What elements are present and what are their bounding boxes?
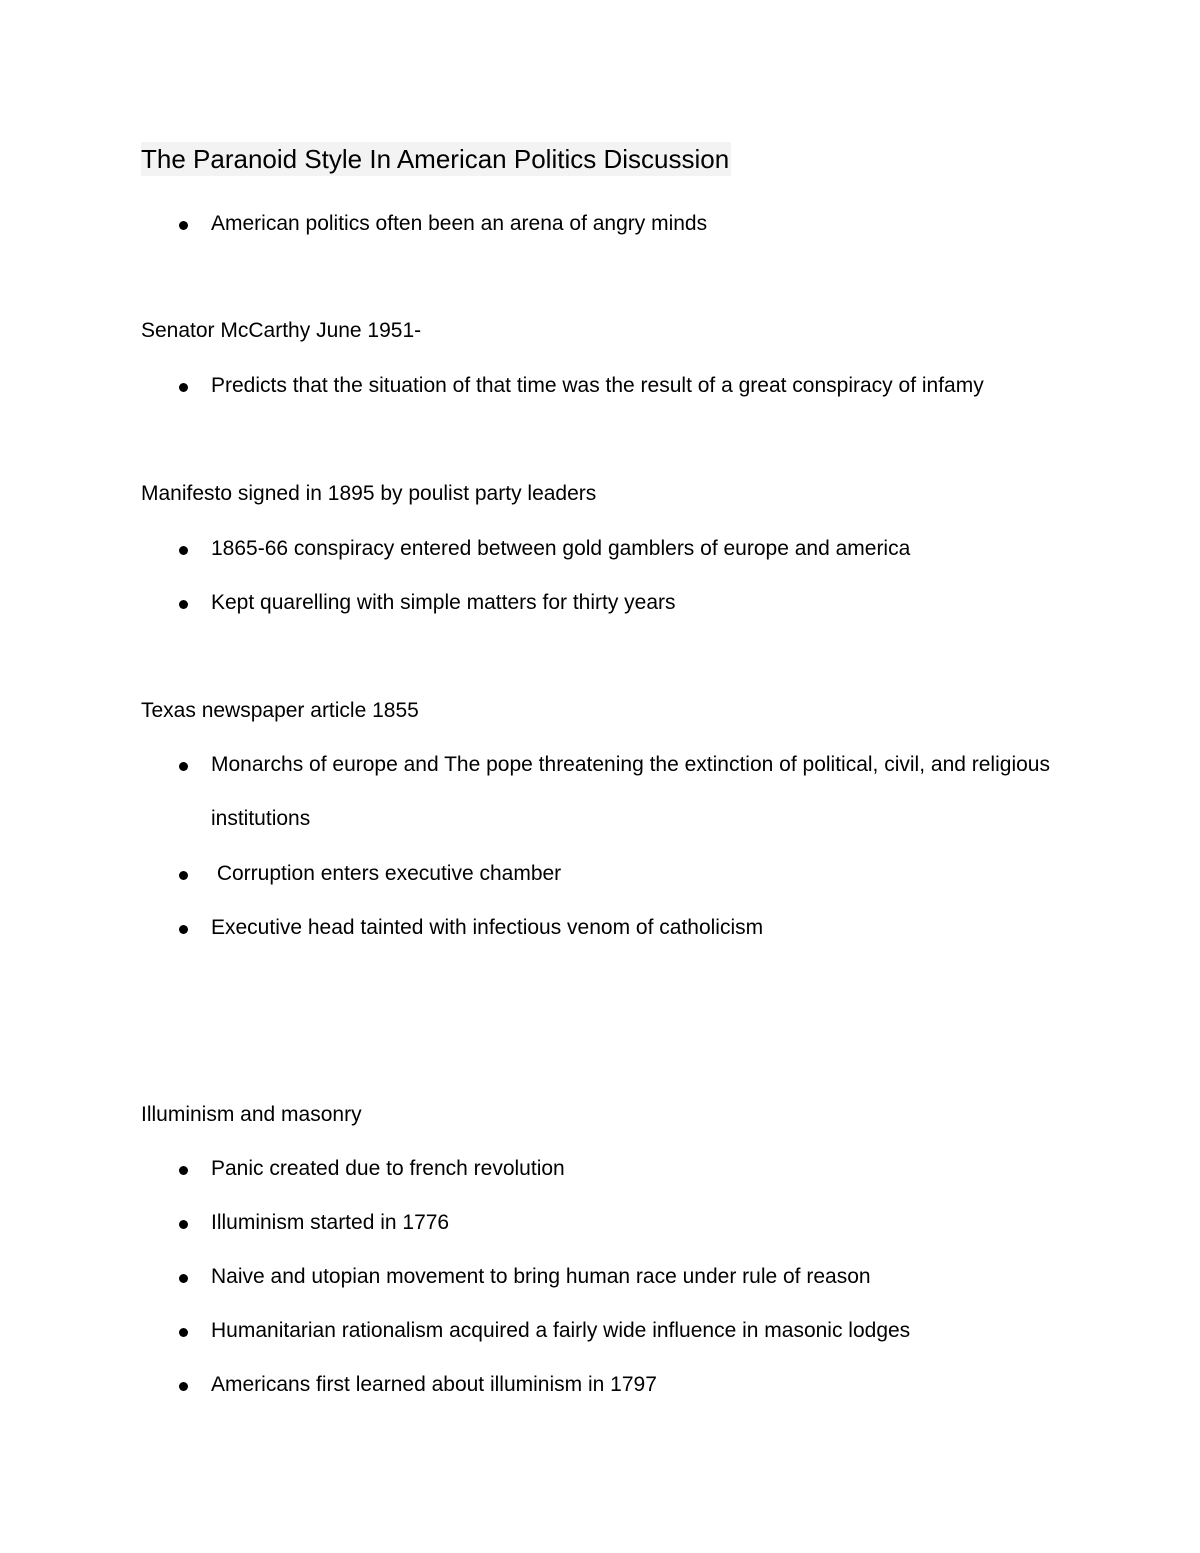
list-item-text: Panic created due to french revolution (211, 1157, 565, 1180)
section-heading: Senator McCarthy June 1951- (141, 319, 422, 342)
list-item (176, 860, 1076, 888)
bullet-icon (179, 383, 188, 392)
bullet-icon (179, 1166, 188, 1175)
bullet-icon (179, 1328, 188, 1337)
bullet-icon (179, 546, 188, 555)
list-item (176, 1263, 1076, 1291)
list-item-text: Naive and utopian movement to bring human race under rule of reason (211, 1265, 871, 1288)
section-heading: Manifesto signed in 1895 by poulist party leaders (141, 482, 597, 505)
bullet-icon (179, 1274, 188, 1283)
bullet-icon (179, 1382, 188, 1391)
bullet-icon (179, 925, 188, 934)
list-item (176, 210, 1076, 238)
list-item (176, 1209, 1076, 1237)
list-item (176, 372, 1076, 413)
list-item-text: Humanitarian rationalism acquired a fairly wide influence in masonic lodges (211, 1319, 911, 1342)
bullet-icon (179, 762, 188, 771)
bullet-icon (179, 600, 188, 609)
list-item-text: American politics often been an arena of angry minds (211, 212, 708, 235)
list-item-text: Americans first learned about illuminism in 1797 (211, 1373, 657, 1396)
bullet-icon (179, 221, 188, 230)
list-item (176, 914, 1076, 942)
list-item (176, 535, 1076, 563)
list-item-text: Kept quarelling with simple matters for thirty years (211, 591, 676, 614)
list-item (176, 1371, 1076, 1399)
list-item-text: Predicts that the situation of that time was the result of a great conspiracy of infamy (211, 374, 984, 397)
list-item (176, 1317, 1076, 1345)
list-item-text: Executive head tainted with infectious venom of catholicism (211, 916, 764, 939)
section-heading: Texas newspaper article 1855 (141, 699, 419, 722)
bullet-icon (179, 871, 188, 880)
list-item-text: Corruption enters executive chamber (211, 862, 562, 885)
bullet-icon (179, 1220, 188, 1229)
section-heading: Illuminism and masonry (141, 1103, 362, 1126)
list-item (176, 589, 1076, 617)
list-item-text: 1865-66 conspiracy entered between gold gamblers of europe and america (211, 537, 911, 560)
list-item (176, 1155, 1076, 1183)
list-item (176, 751, 1076, 846)
list-item-text: Monarchs of europe and The pope threatening the extinction of political, civil, and religious institutions (211, 753, 1050, 830)
document-title: The Paranoid Style In American Politics Discussion (141, 144, 730, 174)
list-item-text: Illuminism started in 1776 (211, 1211, 450, 1234)
